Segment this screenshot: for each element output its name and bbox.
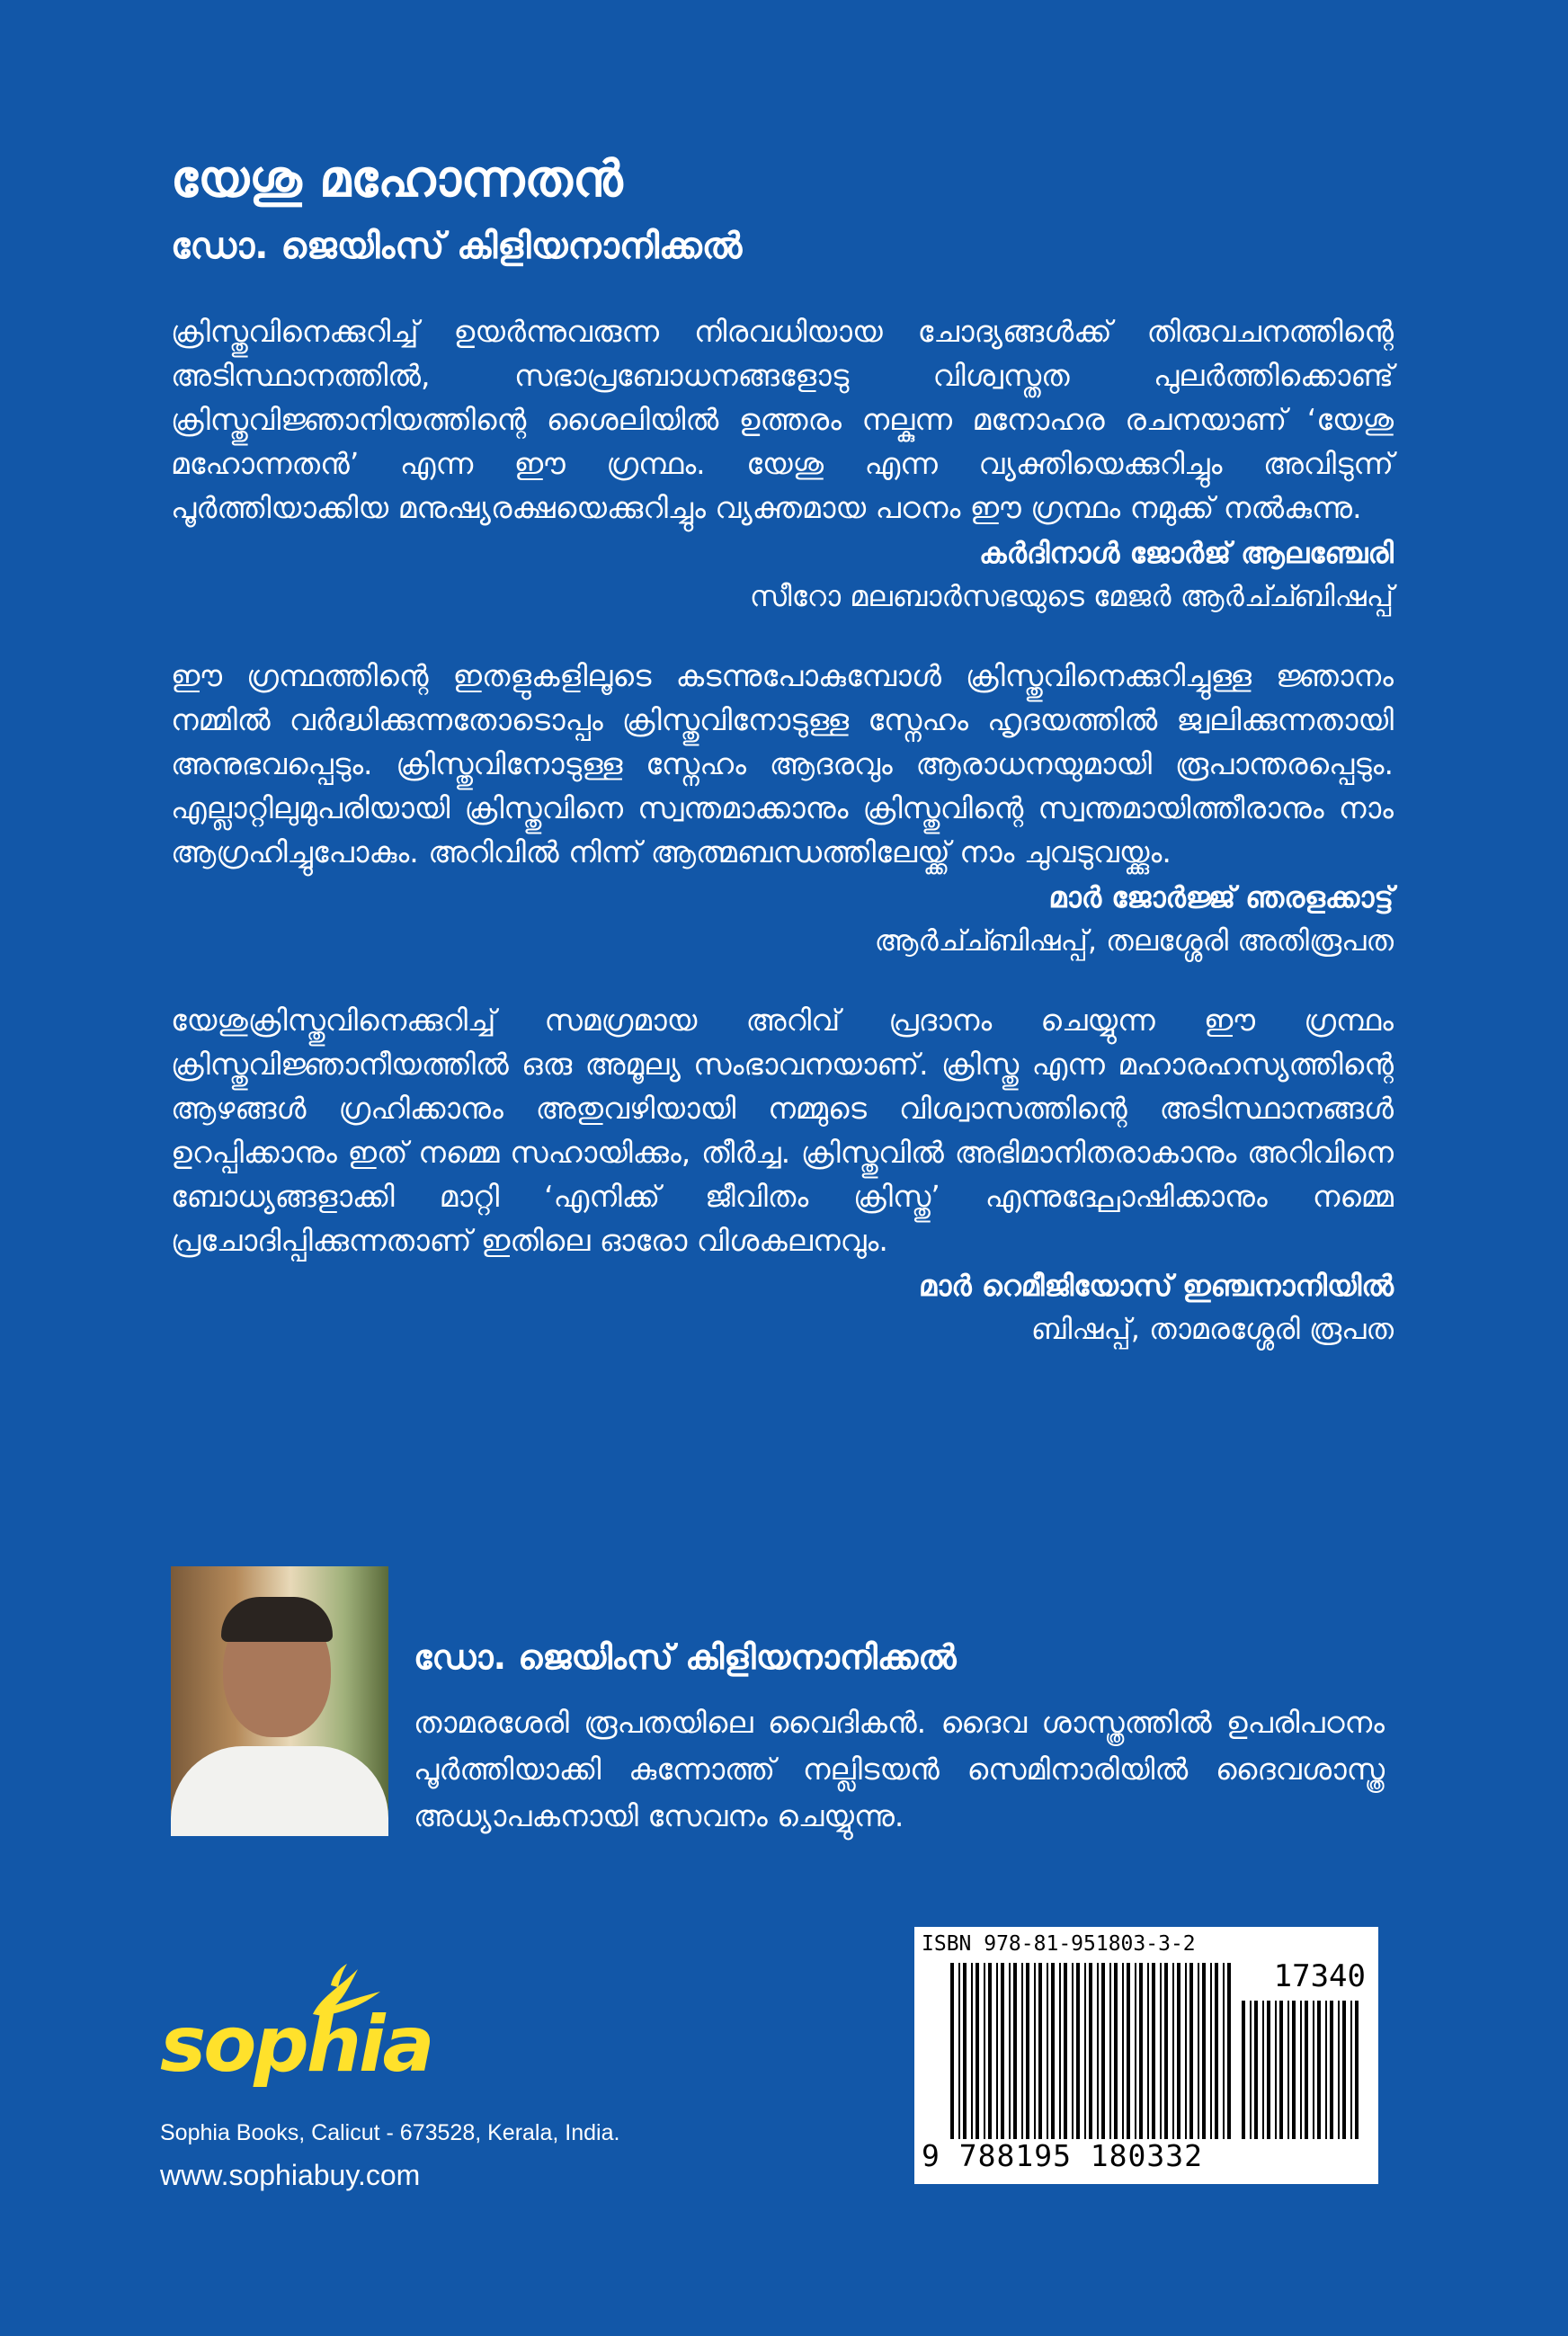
- endorsement-1: [171, 309, 1394, 618]
- back-cover-content: [171, 144, 1394, 1351]
- publisher-website[interactable]: www.sophiabuy.com: [160, 2159, 421, 2191]
- endorsement-text: യേശുക്രിസ്തുവിനെക്കുറിച്ച് സമഗ്രമായ അറിവ് പ്രദാനം ചെയ്യുന്ന ഈ ഗ്രന്ഥം ക്രിസ്തുവിജ്ഞാനീയത്തിൽ ഒരു അമൂല്യ സംഭാവനയാണ്. ക്രിസ്തു എന്ന മഹാരഹസ്യത്തിന്റെ ആഴങ്ങൾ ഗ്രഹിക്കാനും അതുവഴിയായി നമ്മുടെ വിശ്വാസത്തിന്റെ അടിസ്ഥാനങ്ങൾ ഉറപ്പിക്കാനും ഇത് നമ്മെ സഹായിക്കും, തീർച്ച. ക്രിസ്തുവിൽ അഭിമാനിതരാകാനും അറിവിനെ ബോധ്യങ്ങളാക്കി മാറ്റി ‘എനിക്ക് ജീവിതം ക്രിസ്തു’ എന്നുദ്ഘോഷിക്കാനും നമ്മെ പ്രചോദിപ്പിക്കുന്നതാണ് ഇതിലെ ഓരോ വിശകലനവും.: [171, 1003, 1394, 1258]
- price-code: 17340: [1273, 1958, 1366, 1994]
- isbn-barcode: [914, 1927, 1378, 2184]
- book-author: ഡോ. ജെയിംസ് കിളിയനാനിക്കൽ: [171, 226, 743, 267]
- endorser-role: സീറോ മലബാർസഭയുടെ മേജർ ആർച്ച്ബിഷപ്പ്: [749, 579, 1394, 613]
- endorsement-2: [171, 654, 1394, 962]
- endorsement-text: ഈ ഗ്രന്ഥത്തിന്റെ ഇതളുകളിലൂടെ കടന്നുപോകുമ്പോൾ ക്രിസ്തുവിനെക്കുറിച്ചുള്ള ജ്ഞാനം നമ്മിൽ വർദ്ധിക്കുന്നതോടൊപ്പം ക്രിസ്തുവിനോടുള്ള സ്നേഹം ഹൃദയത്തിൽ ജ്വലിക്കുന്നതായി അനുഭവപ്പെടും. ക്രിസ്തുവിനോടുള്ള സ്നേഹം ആദരവും ആരാധനയുമായി രൂപാന്തരപ്പെടും. എല്ലാറ്റിലുമുപരിയായി ക്രിസ്തുവിനെ സ്വന്തമാക്കാനും ക്രിസ്തുവിന്റെ സ്വന്തമായിത്തീരാനും നാം ആഗ്രഹിച്ചുപോകും. അറിവിൽ നിന്ന് ആത്മബന്ധത്തിലേയ്ക്ക് നാം ചുവടുവയ്ക്കും.: [171, 658, 1394, 869]
- endorser-name: മാർ ജോർജ്ജ് ഞരളക്കാട്ട്: [1048, 880, 1394, 914]
- endorsement-3: [171, 998, 1394, 1351]
- barcode-bars: [950, 1963, 1231, 2139]
- isbn-label: ISBN 978-81-951803-3-2: [922, 1932, 1196, 1956]
- about-author-name: ഡോ. ജെയിംസ് കിളിയനാനിക്കൽ: [414, 1637, 957, 1677]
- endorser-role: ബിഷപ്പ്, താമരശ്ശേരി രൂപത: [1030, 1312, 1394, 1346]
- publisher-address: Sophia Books, Calicut - 673528, Kerala, India.: [160, 2120, 620, 2145]
- about-author-bio: താമരശേരി രൂപതയിലെ വൈദികൻ. ദൈവ ശാസ്ത്രത്തിൽ ഉപരിപഠനം പൂർത്തിയാക്കി കുന്നോത്ത് നല്ലിടയൻ സെമിനാരിയിൽ ദൈവശാസ്ത്ര അധ്യാപകനായി സേവനം ചെയ്യുന്നു.: [414, 1705, 1385, 1833]
- photo-shirt: [171, 1746, 388, 1836]
- endorser-role: ആർച്ച്ബിഷപ്പ്, തലശ്ശേരി അതിരൂപത: [874, 923, 1394, 958]
- photo-hair: [221, 1597, 333, 1642]
- endorser-name: മാർ റെമീജിയോസ് ഇഞ്ചനാനിയിൽ: [918, 1269, 1394, 1303]
- addon-barcode-bars: [1242, 2001, 1359, 2139]
- publisher-logo: [160, 1960, 430, 2095]
- author-photo: [171, 1566, 388, 1836]
- endorsement-text: ക്രിസ്തുവിനെക്കുറിച്ച് ഉയർന്നുവരുന്ന നിരവധിയായ ചോദ്യങ്ങൾക്ക് തിരുവചനത്തിന്റെ അടിസ്ഥാനത്തിൽ, സഭാപ്രബോധനങ്ങളോടു വിശ്വസ്തത പുലർത്തിക്കൊണ്ട് ക്രിസ്തുവിജ്ഞാനിയത്തിന്റെ ശൈലിയിൽ ഉത്തരം നല്കുന്ന മനോഹര രചനയാണ് ‘യേശു മഹോന്നതൻ’ എന്ന ഈ ഗ്രന്ഥം. യേശു എന്ന വ്യക്തിയെക്കുറിച്ചും അവിടുന്ന് പൂർത്തിയാക്കിയ മനുഷ്യരക്ഷയെക്കുറിച്ചും വ്യക്തമായ പഠനം ഈ ഗ്രന്ഥം നമുക്ക് നൽകുന്നു.: [171, 314, 1394, 525]
- barcode-number: 9 788195 180332: [922, 2138, 1204, 2173]
- logo-wordmark: sophia: [160, 2000, 432, 2090]
- endorser-name: കർദിനാൾ ജോർജ് ആലഞ്ചേരി: [979, 536, 1394, 570]
- book-title: യേശു മഹോന്നതൻ: [171, 150, 623, 209]
